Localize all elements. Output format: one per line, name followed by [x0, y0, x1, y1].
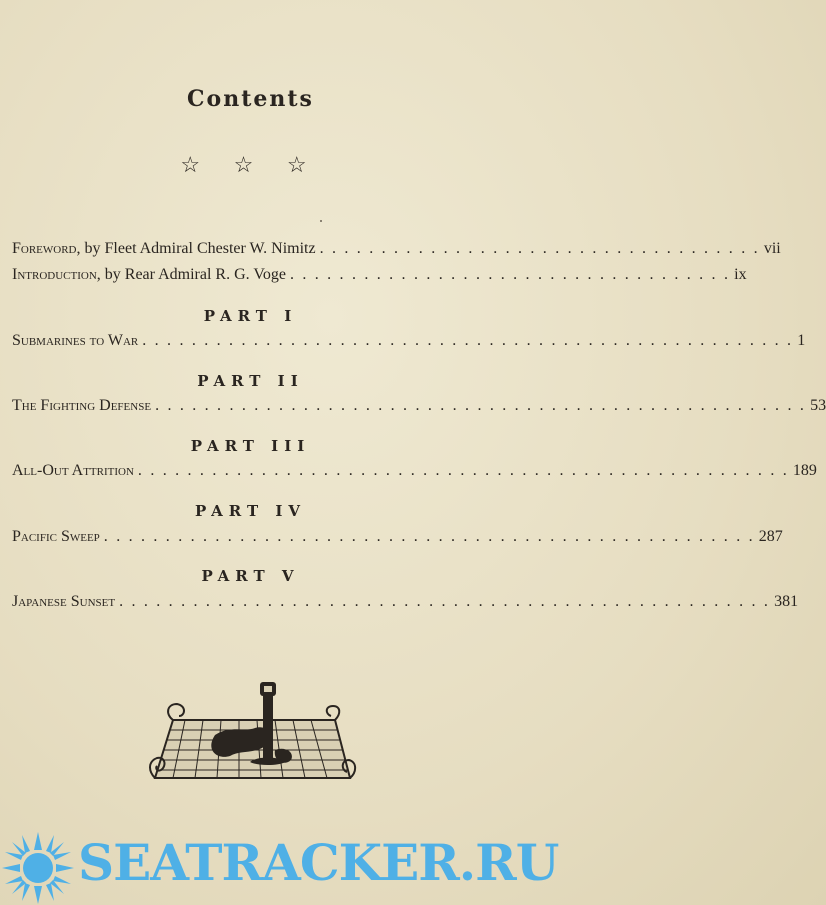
part-heading-4: PART IV	[194, 502, 307, 520]
toc-entry-introduction[interactable]	[12, 266, 747, 288]
entry-label: Submarines to War	[12, 332, 139, 349]
periscope-over-chart-icon	[145, 680, 360, 790]
entry-label-rest: , by Rear Admiral R. G. Voge	[96, 266, 286, 283]
entry-label: Japanese Sunset	[12, 593, 116, 610]
dot-leader: . . . . . . . . . . . . . . . . . . . . . . . . . . . . . . . . . . . .	[319, 240, 760, 257]
part-heading-5: PART V	[201, 567, 300, 585]
entry-page: 381	[774, 593, 799, 610]
entry-page: 53	[810, 397, 826, 414]
toc-entry-part-1[interactable]	[12, 332, 806, 354]
toc-entry-part-3[interactable]	[12, 462, 817, 484]
entry-page: ix	[734, 266, 747, 283]
toc-entry-part-4[interactable]	[12, 528, 783, 550]
entry-label: Pacific Sweep	[12, 528, 100, 545]
dot-leader: . . . . . . . . . . . . . . . . . . . . . . . . . . . . . . . . . . . .	[289, 266, 731, 283]
entry-label: The Fighting Defense	[12, 397, 152, 414]
entry-page: 189	[792, 462, 817, 479]
site-watermark	[0, 828, 559, 905]
part-heading-1: PART I	[203, 307, 298, 325]
entry-label-prefix: Foreword	[12, 240, 77, 257]
dot-leader: . . . . . . . . . . . . . . . . . . . . . . . . . . . . . . . . . . . . . . . . . . . . . . . . . . . . .	[119, 593, 771, 610]
entry-page: vii	[763, 240, 781, 257]
dot-leader: . . . . . . . . . . . . . . . . . . . . . . . . . . . . . . . . . . . . . . . . . . . . . . . . . . . . .	[142, 332, 794, 349]
sun-logo-icon	[2, 832, 74, 904]
entry-label-prefix: Introduction	[12, 266, 97, 283]
toc-entry-foreword[interactable]	[12, 240, 781, 262]
page-title: Contents	[187, 86, 314, 112]
dot-leader: . . . . . . . . . . . . . . . . . . . . . . . . . . . . . . . . . . . . . . . . . . . . . . . . . . . . .	[137, 462, 789, 479]
entry-page: 1	[797, 332, 806, 349]
watermark-text: SEATRACKER.RU	[78, 833, 559, 892]
part-heading-2: PART II	[197, 372, 304, 390]
speck	[320, 220, 322, 222]
star-ornament: ☆ ☆ ☆	[180, 152, 321, 177]
dot-leader: . . . . . . . . . . . . . . . . . . . . . . . . . . . . . . . . . . . . . . . . . . . . . . . . . . . . .	[155, 397, 807, 414]
entry-label-rest: , by Fleet Admiral Chester W. Nimitz	[76, 240, 316, 257]
dot-leader: . . . . . . . . . . . . . . . . . . . . . . . . . . . . . . . . . . . . . . . . . . . . . . . . . . . . .	[103, 528, 755, 545]
part-heading-3: PART III	[190, 437, 311, 455]
entry-label: All-Out Attrition	[12, 462, 134, 479]
entry-page: 287	[758, 528, 783, 545]
toc-entry-part-5[interactable]	[12, 593, 799, 615]
toc-entry-part-2[interactable]	[12, 397, 826, 419]
